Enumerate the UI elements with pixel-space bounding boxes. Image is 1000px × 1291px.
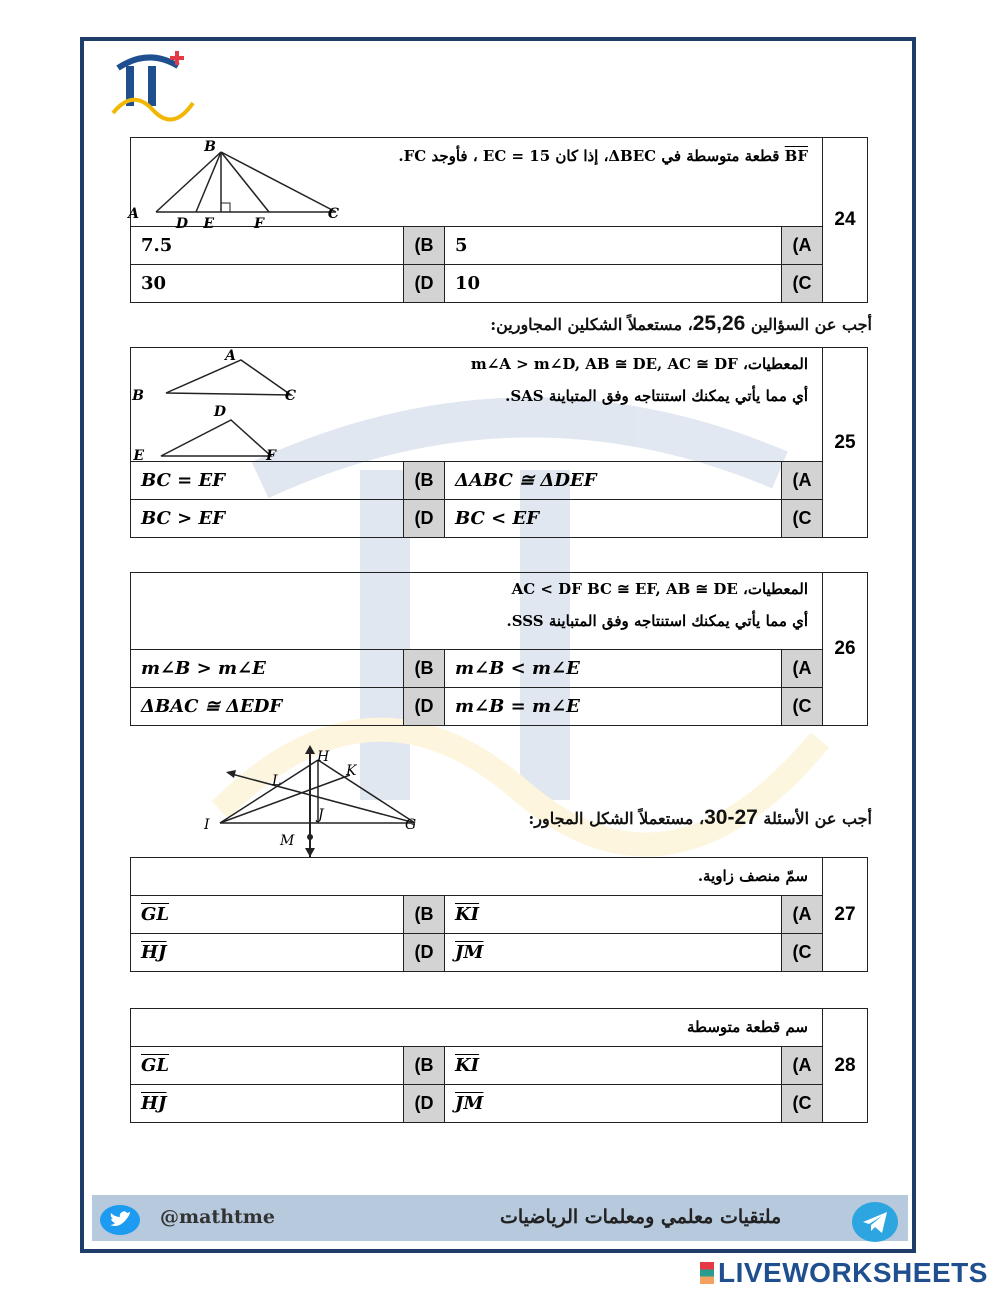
option-a-answer[interactable]: KI <box>445 896 782 934</box>
figure-label: A <box>225 348 236 364</box>
question-stem <box>128 138 823 232</box>
option-b-answer[interactable]: m∠B > m∠E <box>131 650 404 688</box>
figure-label: F <box>254 216 264 232</box>
figure-label: K <box>346 763 357 779</box>
option-a-answer[interactable]: ΔABC ≅ ΔDEF <box>445 462 782 500</box>
figure-label: A <box>128 206 139 222</box>
stem-text: قطعة متوسطة في ΔBEC، إذا كان EC = 15 ، فأوجد FC. <box>398 147 780 165</box>
option-b-letter: B) <box>404 1047 445 1085</box>
question-24 <box>130 137 868 303</box>
option-c-letter: C) <box>782 500 823 538</box>
option-d-letter: D) <box>404 688 445 726</box>
option-b-answer[interactable]: GL <box>131 1047 404 1085</box>
figure-label: B <box>132 388 144 404</box>
option-c-answer[interactable]: JM <box>445 1085 782 1123</box>
sine-plus-logo <box>108 48 198 128</box>
option-a-answer[interactable]: KI <box>445 1047 782 1085</box>
section-heading-27-30: أجب عن الأسئلة 27-30، مستعملاً الشكل المجاور: <box>528 806 872 829</box>
option-a-letter: A) <box>782 896 823 934</box>
footer-title: ملتقيات معلمي ومعلمات الرياضيات <box>500 1206 782 1228</box>
question-text: أي مما يأتي يمكنك استنتاجه وفق المتباينة SAS. <box>505 387 808 405</box>
figure-label: E <box>133 448 144 464</box>
option-d-letter: D) <box>404 500 445 538</box>
given-text: المعطيات، AC < DF BC ≅ EF, AB ≅ DE <box>511 580 808 598</box>
bisector-figure <box>200 745 430 860</box>
option-d-letter: D) <box>404 934 445 972</box>
option-c-letter: C) <box>782 934 823 972</box>
figure-label: C <box>327 206 339 222</box>
figure-label: I <box>204 817 210 833</box>
figure-label: F <box>266 448 276 464</box>
question-stem <box>131 1009 823 1047</box>
question-number: 26 <box>823 573 868 726</box>
question-text: أي مما يأتي يمكنك استنتاجه وفق المتباينة SSS. <box>506 612 808 630</box>
option-d-letter: D) <box>404 1085 445 1123</box>
option-b-letter: B) <box>404 227 445 265</box>
question-stem <box>131 348 823 462</box>
option-c-answer[interactable]: BC < EF <box>445 500 782 538</box>
question-number: 27 <box>823 858 868 972</box>
triangle-figure <box>128 139 356 232</box>
telegram-icon[interactable] <box>852 1202 898 1242</box>
option-a-letter: A) <box>782 462 823 500</box>
option-b-answer[interactable]: 7.5 <box>131 227 404 265</box>
option-d-answer[interactable]: ΔBAC ≅ ΔEDF <box>131 688 404 726</box>
figure-label: H <box>317 749 330 765</box>
figure-label: G <box>405 817 417 833</box>
option-b-letter: B) <box>404 650 445 688</box>
liveworksheets-brand[interactable]: LIVEWORKSHEETS <box>700 1257 988 1289</box>
section-heading-25-26: أجب عن السؤالين 25,26، مستعملاً الشكلين المجاورين: <box>490 312 872 335</box>
figure-label: M <box>280 833 295 849</box>
option-d-answer[interactable]: BC > EF <box>131 500 404 538</box>
option-a-answer[interactable]: 5 <box>445 227 782 265</box>
question-number: 25 <box>823 348 868 538</box>
question-stem <box>131 858 823 896</box>
option-a-answer[interactable]: m∠B < m∠E <box>445 650 782 688</box>
option-b-answer[interactable]: BC = EF <box>131 462 404 500</box>
option-c-answer[interactable]: 10 <box>445 265 782 303</box>
option-d-answer[interactable]: HJ <box>131 1085 404 1123</box>
option-b-answer[interactable]: GL <box>131 896 404 934</box>
figure-label: E <box>203 216 214 232</box>
question-28 <box>130 1008 868 1123</box>
question-number: 28 <box>823 1009 868 1123</box>
figure-label: C <box>284 388 296 404</box>
option-d-answer[interactable]: 30 <box>131 265 404 303</box>
figure-label: D <box>213 404 226 420</box>
twitter-icon[interactable] <box>100 1205 140 1235</box>
option-d-answer[interactable]: HJ <box>131 934 404 972</box>
option-b-letter: B) <box>404 462 445 500</box>
question-stem <box>131 573 823 650</box>
figure-label: J <box>318 807 324 823</box>
option-c-answer[interactable]: m∠B = m∠E <box>445 688 782 726</box>
option-a-letter: A) <box>782 227 823 265</box>
footer-handle[interactable]: @mathtme <box>160 1206 275 1228</box>
figure-label: B <box>204 139 216 155</box>
option-d-letter: D) <box>404 265 445 303</box>
figure-label: D <box>175 216 188 232</box>
segment-label: BF <box>784 147 808 165</box>
stem-text: سم قطعة متوسطة <box>687 1018 808 1036</box>
stem-text: سمّ منصف زاوية. <box>697 867 808 885</box>
question-number: 24 <box>823 138 868 303</box>
option-c-letter: C) <box>782 688 823 726</box>
option-a-letter: A) <box>782 1047 823 1085</box>
figure-label: L <box>272 773 282 789</box>
option-c-letter: C) <box>782 1085 823 1123</box>
question-25 <box>130 347 868 538</box>
question-27 <box>130 857 868 972</box>
option-a-letter: A) <box>782 650 823 688</box>
option-c-answer[interactable]: JM <box>445 934 782 972</box>
question-26 <box>130 572 868 726</box>
option-c-letter: C) <box>782 265 823 303</box>
triangles-figure <box>132 348 336 464</box>
given-text: المعطيات، m∠A > m∠D, AB ≅ DE, AC ≅ DF <box>470 355 808 373</box>
option-b-letter: B) <box>404 896 445 934</box>
